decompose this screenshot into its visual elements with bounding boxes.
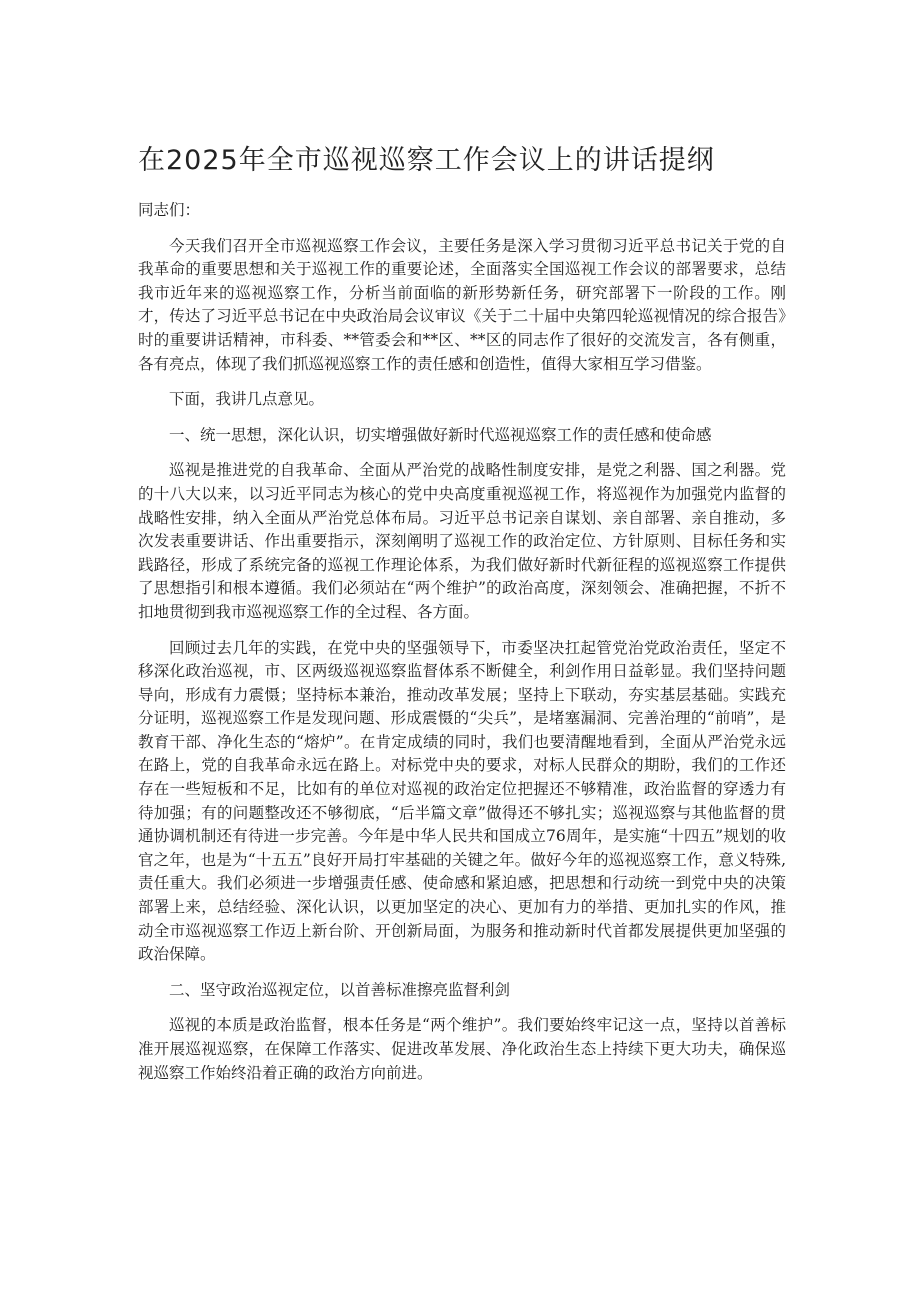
document-title: 在2025年全市巡视巡察工作会议上的讲话提纲: [138, 145, 715, 176]
salutation: 同志们：: [138, 201, 201, 219]
section-2-paragraph: 巡视的本质是政治监督，根本任务是“两个维护”。我们要始终牢记这一点，坚持以首善标准开展巡视巡察，在保障工作落实、促进改革发展、净化政治生态上持续下更大功夫，确保巡视巡察工作始终沿着正确的政治方向前进。: [138, 1016, 786, 1082]
document-body: [138, 199, 786, 1097]
intro-paragraph: 今天我们召开全市巡视巡察工作会议，主要任务是深入学习贯彻习近平总书记关于党的自我革命的重要思想和关于巡视工作的重要论述，全面落实全国巡视工作会议的部署要求，总结我市近年来的巡视巡察工作，分析当前面临的新形势新任务，研究部署下一阶段的工作。刚才，传达了习近平总书记在中央政治局会议审议《关于二十届中央第四轮巡视情况的综合报告》时的重要讲话精神，市科委、**管委会和**区、**区的同志作了很好的交流发言，各有侧重，各有亮点，体现了我们抓巡视巡察工作的责任感和创造性，值得大家相互学习借鉴。: [138, 236, 786, 373]
section-2-heading: 二、坚守政治巡视定位，以首善标准擦亮监督利剑: [169, 980, 511, 999]
section-1-heading: 一、统一思想，深化认识，切实增强做好新时代巡视巡察工作的责任感和使命感: [169, 425, 712, 444]
transition-paragraph: 下面，我讲几点意见。: [169, 390, 325, 409]
section-1-paragraph: 巡视是推进党的自我革命、全面从严治党的战略性制度安排，是党之利器、国之利器。党的十八大以来，以习近平同志为核心的党中央高度重视巡视工作，将巡视作为加强党内监督的战略性安排，纳入全面从严治党总体布局。习近平总书记亲自谋划、亲自部署、亲自推动，多次发表重要讲话、作出重要指示，深刻阐明了巡视工作的政治定位、方针原则、目标任务和实践路径，形成了系统完备的巡视工作理论体系，为我们做好新时代新征程的巡视巡察工作提供了思想指引和根本遵循。我们必须站在“两个维护”的政治高度，深刻领会、准确把握，不折不扣地贯彻到我市巡视巡察工作的全过程、各方面。: [138, 461, 786, 621]
section-1-paragraph: 回顾过去几年的实践，在党中央的坚强领导下，市委坚决扛起管党治党政治责任，坚定不移深化政治巡视，市、区两级巡视巡察监督体系不断健全，利剑作用日益彰显。我们坚持问题导向，形成有力震慑；坚持标本兼治，推动改革发展；坚持上下联动，夯实基层基础。实践充分证明，巡视巡察工作是发现问题、形成震慑的“尖兵”，是堵塞漏洞、完善治理的“前哨”，是教育干部、净化生态的“熔炉”。在肯定成绩的同时，我们也要清醒地看到，全面从严治党永远在路上，党的自我革命永远在路上。对标党中央的要求，对标人民群众的期盼，我们的工作还存在一些短板和不足，比如有的单位对巡视的政治定位把握还不够精准，政治监督的穿透力有待加强；有的问题整改还不够彻底，“后半篇文章”做得还不够扎实；巡视巡察与其他监督的贯通协调机制还有待进一步完善。今年是中华人民共和国成立76周年，是实施“十四五”规划的收官之年，也是为“十五五”良好开局打牢基础的关键之年。做好今年的巡视巡察工作，意义特殊,责任重大。我们必须进一步增强责任感、使命感和紧迫感，把思想和行动统一到党中央的决策部署上来，总结经验、深化认识，以更加坚定的决心、更加有力的举措、更加扎实的作风，推动全市巡视巡察工作迈上新台阶、开创新局面，为服务和推动新时代首都发展提供更加坚强的政治保障。: [138, 638, 786, 964]
